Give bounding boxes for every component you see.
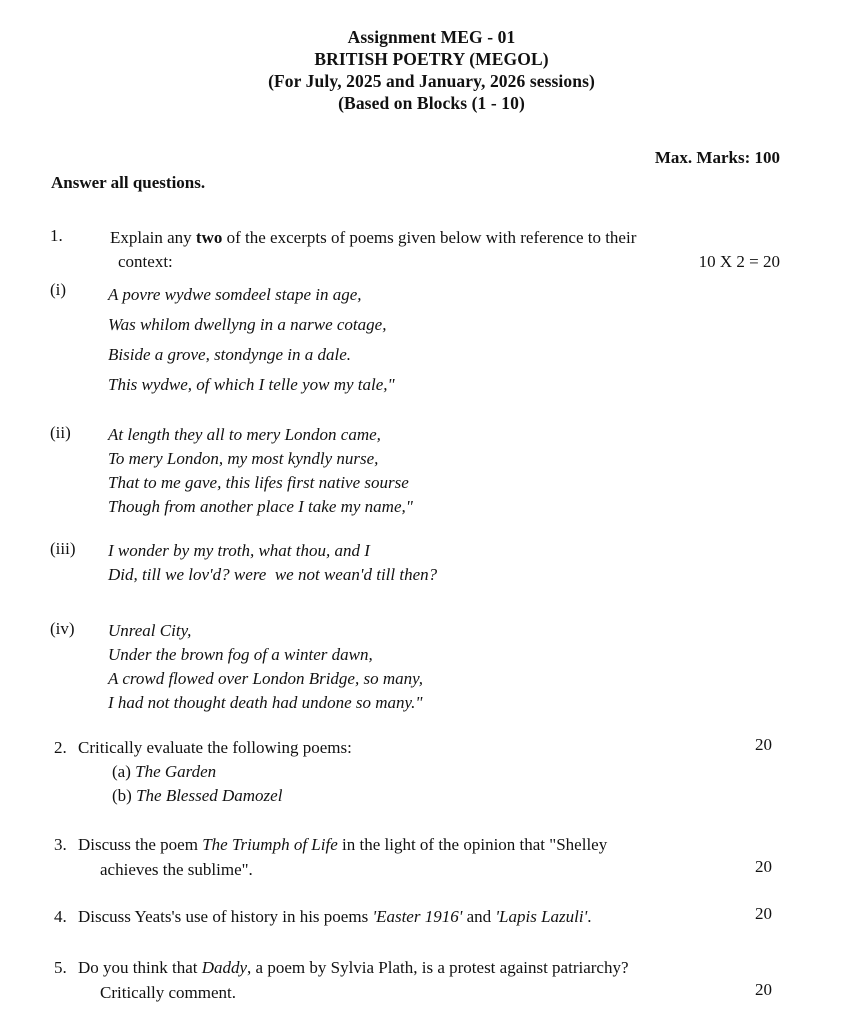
question-1: [50, 226, 780, 274]
excerpt-i: [50, 280, 750, 400]
question-1-continuation-row: [110, 250, 780, 274]
excerpt-line: A crowd flowed over London Bridge, so many,: [108, 669, 423, 688]
question-5: [54, 955, 780, 1005]
title-line-course: BRITISH POETRY (MEGOL): [314, 49, 549, 69]
excerpt-line: Unreal City,: [108, 621, 192, 640]
excerpt-line: Did, till we lov'd? were we not wean'd till then?: [108, 565, 438, 584]
excerpt-i-label: (i): [50, 280, 67, 299]
excerpt-line: This wydwe, of which I telle yow my tale,": [108, 375, 395, 394]
question-5-text-part2: , a poem by Sylvia Plath, is a protest against patriarchy?: [247, 958, 629, 977]
excerpt-line: Was whilom dwellyng in a narwe cotage,: [108, 315, 387, 334]
excerpt-line: Biside a grove, stondynge in a dale.: [108, 345, 351, 364]
excerpt-line: Though from another place I take my name,": [108, 497, 413, 516]
excerpt-ii-label: (ii): [50, 423, 71, 442]
sub-item-b-label: (b): [112, 786, 137, 805]
question-4-poem-title-1: 'Easter 1916': [372, 907, 463, 926]
sub-item-a-title: The Garden: [135, 762, 217, 781]
instruction-answer-all: Answer all questions.: [51, 173, 206, 192]
question-5-main: [54, 955, 780, 1005]
question-1-marks: 10 X 2 = 20: [698, 252, 780, 271]
question-2-main: [54, 735, 780, 760]
question-3-text-part1: Discuss the poem: [78, 835, 203, 854]
question-2-sub-item-b: [112, 784, 780, 808]
question-5-number: 5.: [54, 958, 67, 977]
question-1-text: [110, 226, 780, 250]
question-3-number: 3.: [54, 835, 67, 854]
question-2-sub-item-a: [112, 760, 780, 784]
question-4-text-part2: and: [462, 907, 496, 926]
excerpt-iv: [50, 619, 750, 715]
excerpt-line: To mery London, my most kyndly nurse,: [108, 449, 379, 468]
title-line-assignment: Assignment MEG - 01: [347, 27, 516, 47]
question-1-text-emphasis: two: [195, 228, 223, 247]
sub-item-a-label: (a): [112, 762, 136, 781]
question-1-text-part2: of the excerpts of poems given below with reference to their: [222, 228, 637, 247]
excerpt-line: A povre wydwe somdeel stape in age,: [108, 285, 362, 304]
question-3-poem-title: The Triumph of Life: [202, 835, 338, 854]
excerpt-ii: [50, 423, 750, 519]
question-3: [54, 832, 780, 882]
question-3-marks: 20: [755, 857, 772, 876]
question-2-marks: 20: [755, 735, 772, 754]
question-2-sub-items: [54, 760, 780, 808]
question-1-text-part1: Explain any: [110, 228, 196, 247]
question-3-text: [78, 832, 780, 857]
excerpt-iv-label: (iv): [50, 619, 75, 638]
excerpt-line: I had not thought death had undone so many.": [108, 693, 423, 712]
question-3-continuation: achieves the sublime".: [100, 860, 253, 879]
question-1-number: 1.: [50, 226, 63, 245]
question-5-poem-title: Daddy: [201, 958, 248, 977]
excerpt-line: I wonder by my troth, what thou, and I: [108, 541, 370, 560]
question-5-marks: 20: [755, 980, 772, 999]
question-2-text: Critically evaluate the following poems:: [78, 738, 352, 757]
question-5-continuation: Critically comment.: [100, 983, 236, 1002]
excerpt-i-lines: [108, 280, 750, 400]
question-4-text-part3: .: [587, 907, 592, 926]
question-2-number: 2.: [54, 738, 67, 757]
question-4-text-part1: Discuss Yeats's use of history in his poems: [78, 907, 373, 926]
excerpt-iii: [50, 539, 750, 587]
excerpt-ii-lines: [108, 423, 750, 519]
excerpt-iv-lines: [108, 619, 750, 715]
question-1-first-line: [50, 226, 780, 250]
question-4-marks: 20: [755, 904, 772, 923]
question-4: [54, 904, 780, 929]
question-4-poem-title-2: 'Lapis Lazuli': [495, 907, 588, 926]
excerpt-iii-label: (iii): [50, 539, 76, 558]
question-4-text: [78, 904, 780, 929]
sub-item-b-title: The Blessed Damozel: [136, 786, 283, 805]
question-4-number: 4.: [54, 907, 67, 926]
excerpt-line: At length they all to mery London came,: [108, 425, 381, 444]
title-line-sessions: (For July, 2025 and January, 2026 sessions): [268, 71, 595, 91]
question-5-text: [78, 955, 780, 980]
excerpt-iii-lines: [108, 539, 750, 587]
excerpt-line: Under the brown fog of a winter dawn,: [108, 645, 373, 664]
max-marks-label: Max. Marks: 100: [654, 148, 780, 167]
question-1-continuation: context:: [118, 252, 173, 271]
question-4-main: [54, 904, 780, 929]
question-3-main: [54, 832, 780, 882]
document-title-block: [0, 26, 863, 114]
question-3-text-part2: in the light of the opinion that "Shelley: [337, 835, 608, 854]
question-5-text-part1: Do you think that: [78, 958, 202, 977]
excerpt-line: That to me gave, this lifes first native sourse: [108, 473, 409, 492]
title-line-blocks: (Based on Blocks (1 - 10): [338, 93, 525, 113]
question-2: [54, 735, 780, 808]
